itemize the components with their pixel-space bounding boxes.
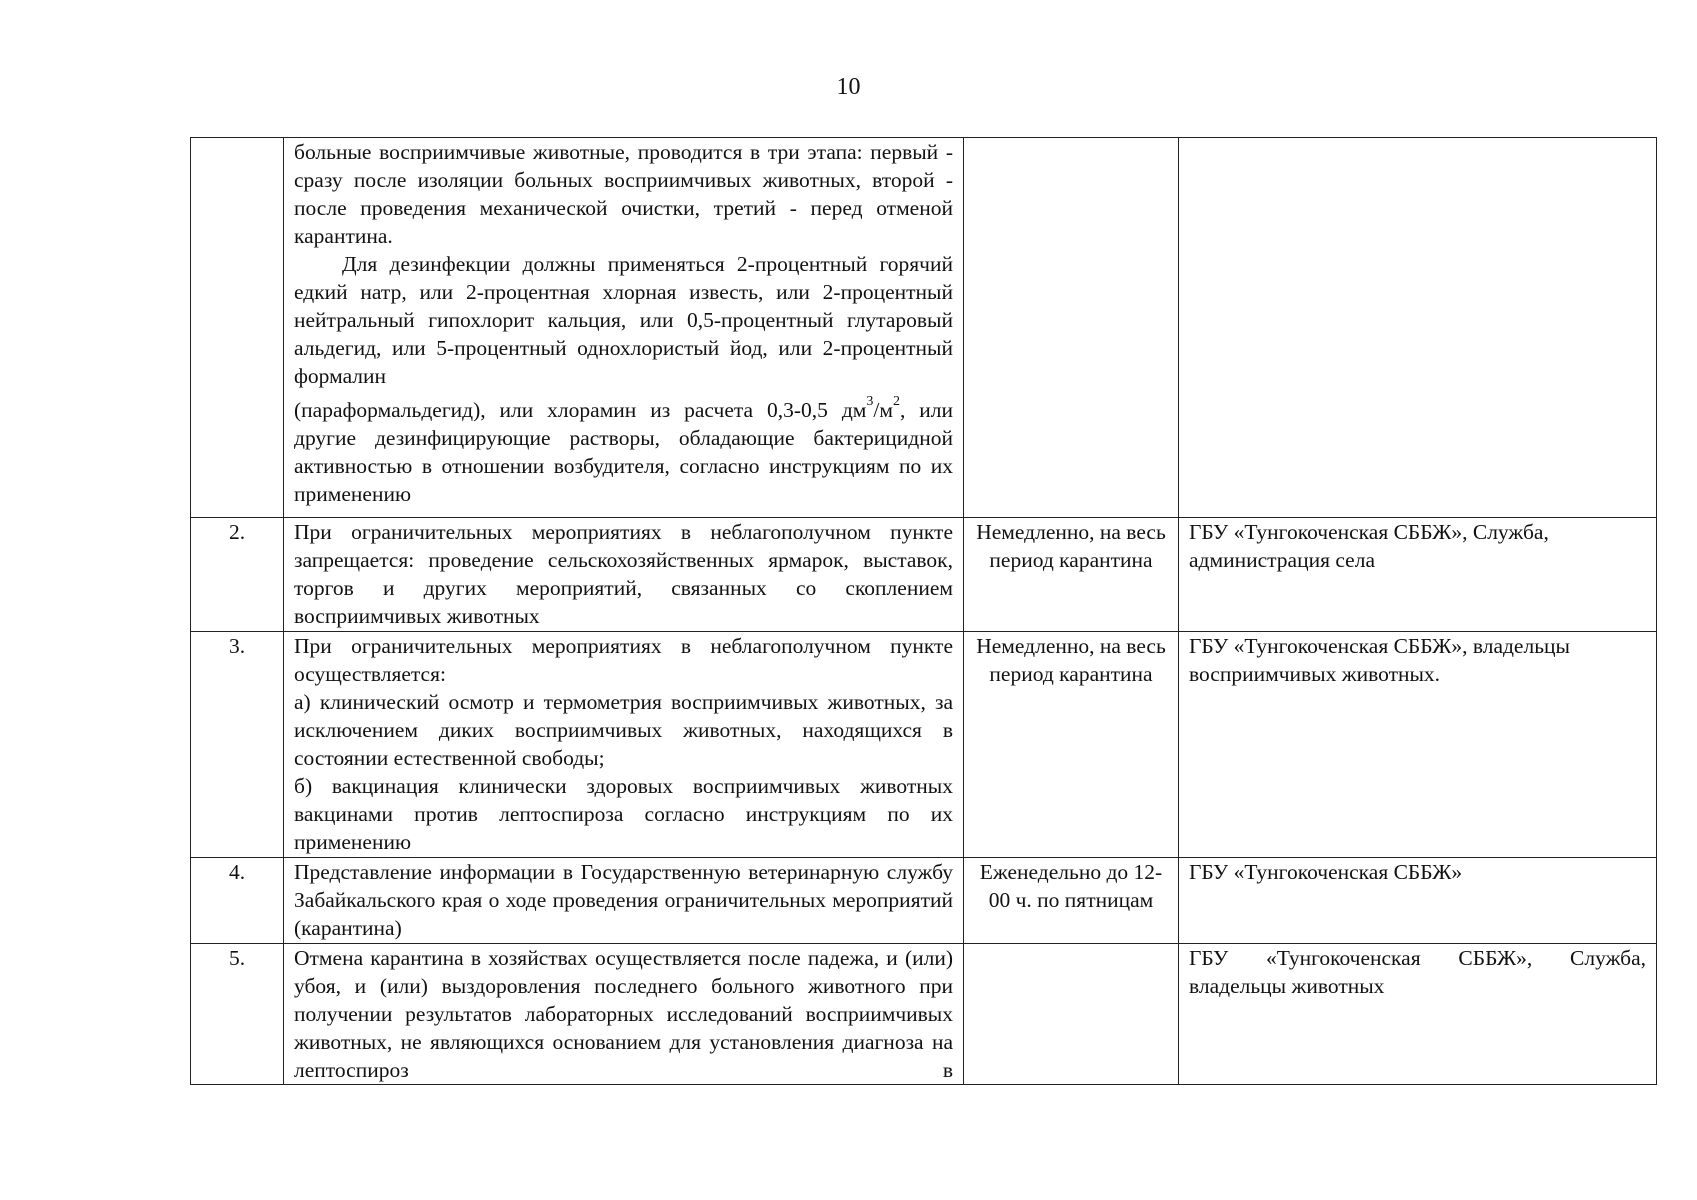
row-number: 2.	[191, 518, 284, 632]
row-number: 5.	[191, 944, 284, 1085]
responsible-cell: ГБУ «Тунгокоченская СББЖ», Служба, владельцы животных	[1179, 944, 1657, 1085]
page-number: 10	[836, 74, 861, 100]
measure-paragraph: Представление информации в Государственную ветеринарную службу Забайкальского края о ходе проведения ограничительных мероприятий (карантина)	[294, 860, 953, 940]
table-row	[191, 138, 1657, 518]
table-row	[191, 632, 1657, 858]
measure-text	[284, 632, 964, 858]
superscript: 3	[866, 394, 874, 409]
term-cell: Немедленно, на весь период карантина	[964, 518, 1179, 632]
measure-paragraph: Отмена карантина в хозяйствах осуществляется после падежа, и (или) убоя, и (или) выздоровления последнего больного животного при получении результатов лабораторных исследований восприимчивых животных, не являющихся основанием для установления диагноза на лептоспироз в	[294, 946, 953, 1082]
superscript: 2	[892, 394, 900, 409]
responsible-cell: ГБУ «Тунгокоченская СББЖ», Служба, администрация села	[1179, 518, 1657, 632]
table-row	[191, 858, 1657, 944]
formula-text: /м	[873, 398, 893, 422]
term-cell: Немедленно, на весь период карантина	[964, 632, 1179, 858]
row-number: 4.	[191, 858, 284, 944]
measure-text	[284, 944, 964, 1085]
formula-text: (параформальдегид), или хлорамин из расчета 0,3-0,5 дм	[294, 398, 867, 422]
measure-paragraph: Для дезинфекции должны применяться 2-процентный горячий едкий натр, или 2-процентная хлорная известь, или 2-процентный нейтральный гипохлорит кальция, или 0,5-процентный глутаровый альдегид, или 5-процентный однохлористый йод, или 2-процентный формалин	[294, 252, 953, 388]
term-cell	[964, 944, 1179, 1085]
row-number	[191, 138, 284, 518]
measure-paragraph: При ограничительных мероприятиях в неблагополучном пункте запрещается: проведение сельскохозяйственных ярмарок, выставок, торгов и других мероприятий, связанных со скоплением восприимчивых животных	[294, 520, 953, 628]
measure-paragraph: больные восприимчивые животные, проводится в три этапа: первый - сразу после изоляции больных восприимчивых животных, второй - после проведения механической очистки, третий - перед отменой карантина.	[294, 140, 953, 248]
term-cell	[964, 138, 1179, 518]
responsible-cell	[1179, 138, 1657, 518]
table-row	[191, 944, 1657, 1085]
responsible-cell: ГБУ «Тунгокоченская СББЖ»	[1179, 858, 1657, 944]
measure-text	[284, 518, 964, 632]
measure-paragraph	[294, 396, 953, 508]
measure-text	[284, 138, 964, 518]
table-row	[191, 518, 1657, 632]
row-number: 3.	[191, 632, 284, 858]
measures-table	[190, 137, 1657, 1085]
measure-paragraph: При ограничительных мероприятиях в неблагополучном пункте осуществляется:	[294, 634, 953, 686]
responsible-cell: ГБУ «Тунгокоченская СББЖ», владельцы восприимчивых животных.	[1179, 632, 1657, 858]
term-cell: Еженедельно до 12-00 ч. по пятницам	[964, 858, 1179, 944]
formula-text: , или другие дезинфицирующие растворы, обладающие бактерицидной активностью в отношении возбудителя, согласно инструкциям по их применению	[294, 398, 953, 506]
measure-paragraph: б) вакцинация клинически здоровых восприимчивых животных вакцинами против лептоспироза согласно инструкциям по их применению	[294, 774, 953, 854]
measure-text	[284, 858, 964, 944]
measure-paragraph: а) клинический осмотр и термометрия восприимчивых животных, за исключением диких восприимчивых животных, находящихся в состоянии естественной свободы;	[294, 690, 953, 770]
